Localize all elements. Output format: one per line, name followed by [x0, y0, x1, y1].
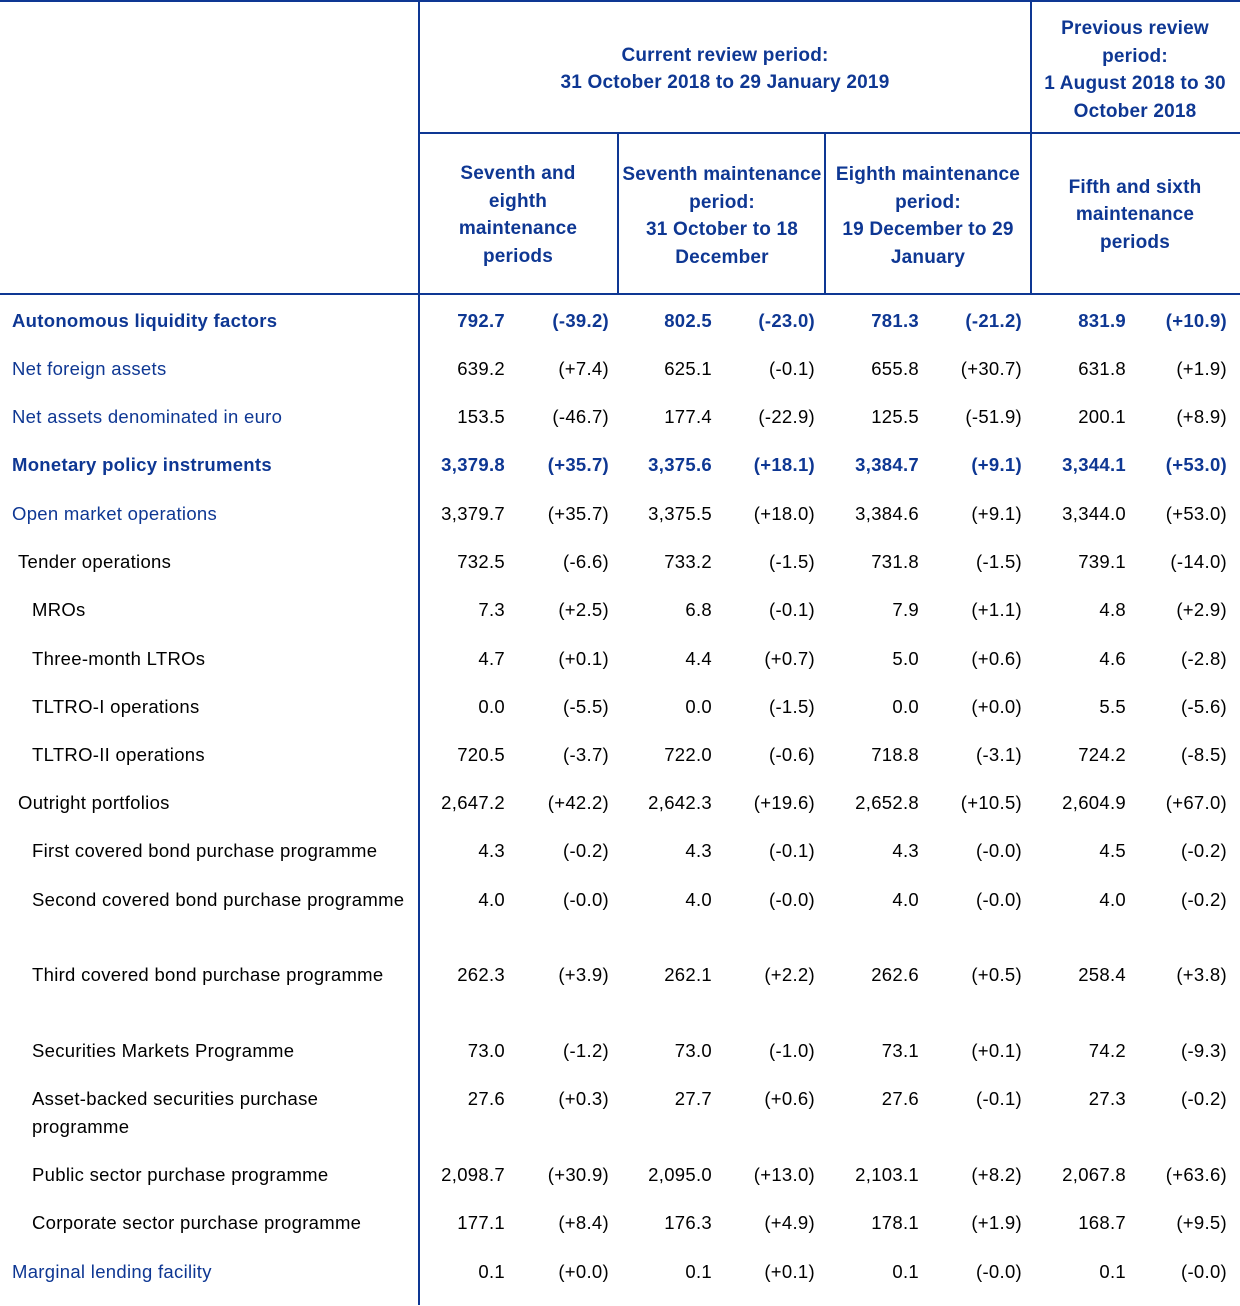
change-cell: (+67.0)	[1165, 792, 1227, 813]
table-row	[0, 307, 1240, 355]
change-cell: (+18.1)	[753, 454, 815, 475]
change-cell: (+1.9)	[1176, 358, 1227, 379]
row-label: TLTRO-I operations	[32, 696, 200, 717]
change-cell: (-0.0)	[563, 889, 609, 910]
value-cell: 27.3	[1088, 1088, 1126, 1109]
change-cell: (-0.1)	[976, 1088, 1022, 1109]
table-row	[0, 961, 1240, 1009]
row-label: Asset-backed securities purchase programme	[32, 1088, 319, 1137]
table-row	[0, 596, 1240, 644]
table-row	[0, 1037, 1240, 1085]
value-cell: 4.8	[1099, 599, 1126, 620]
table-row	[0, 548, 1240, 596]
value-cell: 2,103.1	[855, 1164, 919, 1185]
change-cell: (-9.3)	[1181, 1040, 1227, 1061]
value-cell: 0.1	[1099, 1261, 1126, 1282]
table-row	[0, 1085, 1240, 1137]
value-cell: 733.2	[664, 551, 712, 572]
change-cell: (+13.0)	[753, 1164, 815, 1185]
value-cell: 262.1	[664, 964, 712, 985]
row-label: MROs	[32, 599, 86, 620]
value-cell: 262.6	[871, 964, 919, 985]
value-cell: 0.1	[685, 1261, 712, 1282]
change-cell: (-0.1)	[769, 840, 815, 861]
row-label: Monetary policy instruments	[12, 454, 272, 475]
col-eighth-header: Eighth maintenance period: 19 December to 29 January	[835, 164, 1021, 268]
change-cell: (-3.1)	[976, 744, 1022, 765]
table-row	[0, 1258, 1240, 1306]
change-cell: (+53.0)	[1165, 454, 1227, 475]
value-cell: 258.4	[1078, 964, 1126, 985]
change-cell: (+1.9)	[971, 1212, 1022, 1233]
row-label: Public sector purchase programme	[32, 1164, 329, 1185]
value-cell: 0.1	[478, 1261, 505, 1282]
change-cell: (+4.9)	[764, 1212, 815, 1233]
change-cell: (+0.3)	[558, 1088, 609, 1109]
change-cell: (-22.9)	[758, 406, 815, 427]
change-cell: (-39.2)	[552, 310, 609, 331]
row-label: Three-month LTROs	[32, 648, 206, 669]
value-cell: 5.5	[1099, 696, 1126, 717]
table-row	[0, 500, 1240, 548]
change-cell: (-8.5)	[1181, 744, 1227, 765]
value-cell: 3,379.8	[441, 454, 505, 475]
value-cell: 802.5	[664, 310, 712, 331]
value-cell: 631.8	[1078, 358, 1126, 379]
change-cell: (-5.6)	[1181, 696, 1227, 717]
change-cell: (-21.2)	[965, 310, 1022, 331]
change-cell: (+30.7)	[960, 358, 1022, 379]
change-cell: (-0.2)	[1181, 840, 1227, 861]
value-cell: 178.1	[871, 1212, 919, 1233]
value-cell: 792.7	[457, 310, 505, 331]
value-cell: 739.1	[1078, 551, 1126, 572]
value-cell: 718.8	[871, 744, 919, 765]
change-cell: (+30.9)	[547, 1164, 609, 1185]
value-cell: 3,384.7	[855, 454, 919, 475]
value-cell: 655.8	[871, 358, 919, 379]
value-cell: 2,652.8	[855, 792, 919, 813]
col-fifth-sixth-header: Fifth and sixth maintenance periods	[1068, 176, 1202, 253]
row-label: Second covered bond purchase programme	[32, 889, 405, 910]
value-cell: 177.4	[664, 406, 712, 427]
change-cell: (+8.4)	[558, 1212, 609, 1233]
value-cell: 200.1	[1078, 406, 1126, 427]
value-cell: 6.8	[685, 599, 712, 620]
value-cell: 7.9	[892, 599, 919, 620]
change-cell: (-0.1)	[769, 599, 815, 620]
value-cell: 724.2	[1078, 744, 1126, 765]
subheader-rule	[419, 132, 1240, 134]
change-cell: (-0.0)	[769, 889, 815, 910]
change-cell: (-2.8)	[1181, 648, 1227, 669]
change-cell: (+63.6)	[1165, 1164, 1227, 1185]
row-label: Net assets denominated in euro	[12, 406, 283, 427]
value-cell: 2,095.0	[648, 1164, 712, 1185]
change-cell: (+0.0)	[971, 696, 1022, 717]
change-cell: (-0.0)	[976, 840, 1022, 861]
change-cell: (-46.7)	[552, 406, 609, 427]
row-label: TLTRO-II operations	[32, 744, 205, 765]
change-cell: (-1.0)	[769, 1040, 815, 1061]
table-row	[0, 403, 1240, 451]
value-cell: 639.2	[457, 358, 505, 379]
change-cell: (-5.5)	[563, 696, 609, 717]
table-row	[0, 886, 1240, 934]
change-cell: (-0.2)	[1181, 889, 1227, 910]
value-cell: 4.0	[1099, 889, 1126, 910]
change-cell: (+9.5)	[1176, 1212, 1227, 1233]
value-cell: 3,384.6	[855, 503, 919, 524]
value-cell: 177.1	[457, 1212, 505, 1233]
change-cell: (+8.9)	[1176, 406, 1227, 427]
value-cell: 4.4	[685, 648, 712, 669]
change-cell: (+0.6)	[764, 1088, 815, 1109]
change-cell: (-0.2)	[1181, 1088, 1227, 1109]
row-label: Marginal lending facility	[12, 1261, 212, 1282]
table-row	[0, 1209, 1240, 1257]
value-cell: 73.1	[881, 1040, 919, 1061]
change-cell: (+8.2)	[971, 1164, 1022, 1185]
value-cell: 4.0	[478, 889, 505, 910]
change-cell: (+7.4)	[558, 358, 609, 379]
value-cell: 7.3	[478, 599, 505, 620]
change-cell: (-14.0)	[1170, 551, 1227, 572]
change-cell: (-0.0)	[976, 1261, 1022, 1282]
row-label: Autonomous liquidity factors	[12, 310, 278, 331]
value-cell: 2,647.2	[441, 792, 505, 813]
row-label: Tender operations	[18, 551, 172, 572]
value-cell: 3,344.1	[1062, 454, 1126, 475]
change-cell: (+2.9)	[1176, 599, 1227, 620]
value-cell: 73.0	[467, 1040, 505, 1061]
change-cell: (-1.5)	[769, 551, 815, 572]
table-row	[0, 789, 1240, 837]
table-row	[0, 741, 1240, 789]
row-label: First covered bond purchase programme	[32, 840, 378, 861]
value-cell: 731.8	[871, 551, 919, 572]
change-cell: (-0.0)	[1181, 1261, 1227, 1282]
value-cell: 5.0	[892, 648, 919, 669]
value-cell: 4.0	[685, 889, 712, 910]
value-cell: 3,375.5	[648, 503, 712, 524]
top-rule	[0, 0, 1240, 2]
row-label: Corporate sector purchase programme	[32, 1212, 362, 1233]
change-cell: (+0.7)	[764, 648, 815, 669]
change-cell: (+18.0)	[753, 503, 815, 524]
value-cell: 176.3	[664, 1212, 712, 1233]
col-seventh-header: Seventh maintenance period: 31 October to 18 December	[622, 164, 822, 268]
row-label: Third covered bond purchase programme	[32, 964, 384, 985]
value-cell: 2,098.7	[441, 1164, 505, 1185]
change-cell: (+0.1)	[558, 648, 609, 669]
change-cell: (+0.0)	[558, 1261, 609, 1282]
value-cell: 0.0	[685, 696, 712, 717]
value-cell: 27.6	[881, 1088, 919, 1109]
col-divider-1	[617, 133, 619, 295]
value-cell: 720.5	[457, 744, 505, 765]
value-cell: 732.5	[457, 551, 505, 572]
col-seventh-eighth-header: Seventh and eighth maintenance periods	[458, 163, 578, 267]
value-cell: 4.3	[892, 840, 919, 861]
value-cell: 4.5	[1099, 840, 1126, 861]
change-cell: (+35.7)	[547, 503, 609, 524]
value-cell: 3,375.6	[648, 454, 712, 475]
value-cell: 0.0	[892, 696, 919, 717]
change-cell: (+3.8)	[1176, 964, 1227, 985]
change-cell: (+35.7)	[547, 454, 609, 475]
value-cell: 0.0	[478, 696, 505, 717]
change-cell: (-23.0)	[758, 310, 815, 331]
value-cell: 0.1	[892, 1261, 919, 1282]
value-cell: 153.5	[457, 406, 505, 427]
change-cell: (+0.6)	[971, 648, 1022, 669]
change-cell: (+0.1)	[764, 1261, 815, 1282]
value-cell: 831.9	[1078, 310, 1126, 331]
change-cell: (-1.5)	[976, 551, 1022, 572]
change-cell: (-0.2)	[563, 840, 609, 861]
change-cell: (-1.2)	[563, 1040, 609, 1061]
change-cell: (+2.2)	[764, 964, 815, 985]
value-cell: 722.0	[664, 744, 712, 765]
row-label: Net foreign assets	[12, 358, 167, 379]
change-cell: (-51.9)	[965, 406, 1022, 427]
change-cell: (-3.7)	[563, 744, 609, 765]
value-cell: 74.2	[1088, 1040, 1126, 1061]
value-cell: 4.0	[892, 889, 919, 910]
change-cell: (-6.6)	[563, 551, 609, 572]
value-cell: 27.6	[467, 1088, 505, 1109]
value-cell: 4.3	[685, 840, 712, 861]
change-cell: (-0.1)	[769, 358, 815, 379]
col-divider-2	[824, 133, 826, 295]
value-cell: 73.0	[674, 1040, 712, 1061]
value-cell: 2,604.9	[1062, 792, 1126, 813]
change-cell: (+42.2)	[547, 792, 609, 813]
row-label: Open market operations	[12, 503, 218, 524]
value-cell: 3,379.7	[441, 503, 505, 524]
change-cell: (+0.5)	[971, 964, 1022, 985]
previous-review-period-header: Previous review period: 1 August 2018 to 30 October 2018	[1044, 18, 1226, 122]
table-row	[0, 355, 1240, 403]
value-cell: 168.7	[1078, 1212, 1126, 1233]
current-review-period-header: Current review period: 31 October 2018 to 29 January 2019	[560, 44, 890, 93]
change-cell: (+53.0)	[1165, 503, 1227, 524]
value-cell: 4.7	[478, 648, 505, 669]
change-cell: (-0.6)	[769, 744, 815, 765]
value-cell: 27.7	[674, 1088, 712, 1109]
value-cell: 262.3	[457, 964, 505, 985]
change-cell: (+1.1)	[971, 599, 1022, 620]
value-cell: 125.5	[871, 406, 919, 427]
change-cell: (+0.1)	[971, 1040, 1022, 1061]
change-cell: (+10.9)	[1165, 310, 1227, 331]
change-cell: (+9.1)	[971, 454, 1022, 475]
change-cell: (-0.0)	[976, 889, 1022, 910]
value-cell: 4.3	[478, 840, 505, 861]
table-row	[0, 451, 1240, 499]
table-row	[0, 837, 1240, 885]
change-cell: (+9.1)	[971, 503, 1022, 524]
header-bottom-rule	[0, 293, 1240, 295]
value-cell: 4.6	[1099, 648, 1126, 669]
value-cell: 781.3	[871, 310, 919, 331]
change-cell: (+10.5)	[960, 792, 1022, 813]
row-label: Securities Markets Programme	[32, 1040, 295, 1061]
row-label: Outright portfolios	[18, 792, 170, 813]
table-row	[0, 693, 1240, 741]
change-cell: (+19.6)	[753, 792, 815, 813]
value-cell: 625.1	[664, 358, 712, 379]
change-cell: (+2.5)	[558, 599, 609, 620]
value-cell: 2,067.8	[1062, 1164, 1126, 1185]
change-cell: (-1.5)	[769, 696, 815, 717]
value-cell: 2,642.3	[648, 792, 712, 813]
value-cell: 3,344.0	[1062, 503, 1126, 524]
table-row	[0, 645, 1240, 693]
change-cell: (+3.9)	[558, 964, 609, 985]
table-row	[0, 1161, 1240, 1209]
